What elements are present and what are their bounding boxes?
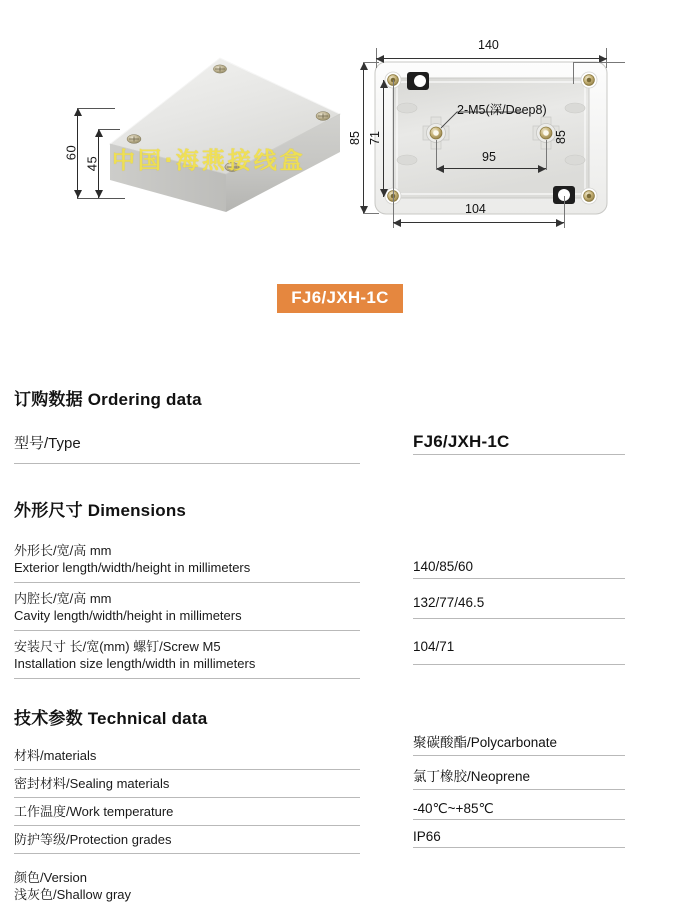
row-sealing-value: 氯丁橡胶/Neoprene bbox=[413, 769, 531, 784]
extension-line-top-60 bbox=[77, 108, 115, 109]
dimension-label-60: 60 bbox=[63, 144, 79, 161]
row-exterior-size bbox=[0, 542, 680, 584]
ext-line-85-bottom bbox=[363, 213, 379, 214]
row-cavity-label-cn: 内腔长/宽/高 mm bbox=[14, 591, 112, 606]
row-type bbox=[0, 432, 680, 468]
dimension-line-104 bbox=[393, 222, 564, 223]
row-exterior-value-cell bbox=[400, 542, 680, 575]
section-title-technical: 技术参数 Technical data bbox=[14, 709, 208, 728]
row-cavity-value-cell bbox=[400, 590, 680, 611]
dimension-line-85-left bbox=[363, 62, 364, 214]
dimension-label-45: 45 bbox=[84, 155, 100, 172]
rule-protection-left bbox=[14, 853, 360, 854]
row-temperature-label-cell bbox=[0, 803, 400, 820]
row-materials-value-cell bbox=[400, 735, 680, 751]
row-protection-label: 防护等级/Protection grades bbox=[14, 832, 172, 847]
row-sealing bbox=[0, 769, 680, 799]
rule-installation-left bbox=[14, 678, 360, 679]
row-sealing-label-cell bbox=[0, 775, 400, 792]
product-photo-area bbox=[0, 0, 345, 265]
rule-protection-right bbox=[413, 847, 625, 848]
row-installation-label-en: Installation size length/width in millimeters bbox=[14, 656, 256, 671]
row-type-label-cell bbox=[0, 432, 400, 453]
ext-line-85-top bbox=[363, 62, 379, 63]
dimension-label-85-left: 85 bbox=[348, 131, 362, 145]
rule-materials-left bbox=[14, 769, 360, 770]
row-installation-value-cell bbox=[400, 638, 680, 655]
rule-exterior-right bbox=[413, 578, 625, 579]
rule-cavity-left bbox=[14, 630, 360, 631]
ext-line-85-right-lead bbox=[573, 62, 625, 63]
rule-sealing-right bbox=[413, 789, 625, 790]
model-badge: FJ6/JXH-1C bbox=[277, 284, 402, 313]
dimension-label-104: 104 bbox=[465, 202, 486, 216]
dimension-line-95 bbox=[436, 168, 546, 169]
row-cavity-size bbox=[0, 590, 680, 632]
row-protection-value-cell bbox=[400, 831, 680, 845]
row-exterior-value: 140/85/60 bbox=[413, 559, 474, 574]
technical-drawing-area bbox=[345, 0, 680, 265]
row-version-label: 颜色/Version bbox=[14, 870, 87, 885]
row-materials-value: 聚碳酸酯/Polycarbonate bbox=[413, 735, 558, 750]
row-materials-label-cell bbox=[0, 747, 400, 764]
row-type-label: 型号/Type bbox=[14, 435, 81, 452]
extension-line-bottom bbox=[77, 198, 125, 199]
row-cavity-label-en: Cavity length/width/height in millimeters bbox=[14, 608, 242, 623]
row-installation-label-cn: 安装尺寸 长/宽(mm) 螺钉/Screw M5 bbox=[14, 639, 221, 654]
ext-line-104-right bbox=[564, 196, 565, 228]
rule-installation-right bbox=[413, 664, 625, 665]
product-photo-image bbox=[108, 52, 343, 212]
row-protection-label-cell bbox=[0, 831, 400, 848]
row-protection-value: IP66 bbox=[413, 829, 441, 844]
rule-temperature-right bbox=[413, 819, 625, 820]
row-installation-label bbox=[14, 638, 400, 672]
dimension-label-140: 140 bbox=[478, 38, 499, 52]
row-protection bbox=[0, 831, 680, 855]
row-cavity-label bbox=[14, 590, 400, 624]
dimension-label-85-right: 85 bbox=[554, 130, 568, 144]
dimension-label-71: 71 bbox=[368, 131, 382, 145]
row-type-value: FJ6/JXH-1C bbox=[413, 432, 510, 451]
row-exterior-label bbox=[14, 542, 400, 576]
ext-line-104-left bbox=[393, 80, 394, 228]
dimension-line-71 bbox=[383, 80, 384, 197]
extension-line-top-45 bbox=[98, 129, 120, 130]
row-temperature-label: 工作温度/Work temperature bbox=[14, 804, 174, 819]
illustration-area bbox=[0, 0, 680, 265]
row-version-value: 浅灰色/Shallow gray bbox=[14, 887, 132, 902]
row-exterior-label-cn: 外形长/宽/高 mm bbox=[14, 543, 112, 558]
section-title-dimensions: 外形尺寸 Dimensions bbox=[14, 501, 187, 520]
rule-type-right bbox=[413, 454, 625, 455]
row-materials-label: 材料/materials bbox=[14, 748, 97, 763]
row-temperature-value: -40℃~+85℃ bbox=[413, 801, 494, 816]
row-exterior-label-en: Exterior length/width/height in millimeters bbox=[14, 560, 251, 575]
row-temperature bbox=[0, 803, 680, 827]
row-exterior-label-cell bbox=[0, 542, 400, 576]
dimension-line-140 bbox=[376, 58, 607, 59]
row-sealing-value-cell bbox=[400, 769, 680, 785]
row-cavity-label-cell bbox=[0, 590, 400, 624]
row-temperature-value-cell bbox=[400, 803, 680, 817]
datasheet-content bbox=[0, 385, 680, 903]
row-installation-size bbox=[0, 638, 680, 680]
row-cavity-value: 132/77/46.5 bbox=[413, 595, 485, 610]
rule-type-left bbox=[14, 463, 360, 464]
row-version-label-cell bbox=[0, 869, 400, 903]
ext-line-85-right-top bbox=[573, 62, 574, 84]
rule-sealing-left bbox=[14, 797, 360, 798]
row-type-value-cell bbox=[400, 432, 680, 452]
model-badge-container bbox=[0, 284, 680, 313]
rule-exterior-left bbox=[14, 582, 360, 583]
ext-line-95-right bbox=[546, 140, 547, 170]
row-installation-value: 104/71 bbox=[413, 639, 455, 654]
thread-callout-label: 2-M5(深/Deep8) bbox=[457, 103, 547, 117]
row-sealing-label: 密封材料/Sealing materials bbox=[14, 776, 170, 791]
ext-line-95-left bbox=[436, 140, 437, 170]
row-version bbox=[0, 869, 680, 903]
row-installation-label-cell bbox=[0, 638, 400, 672]
rule-cavity-right bbox=[413, 618, 625, 619]
dimension-label-95: 95 bbox=[482, 150, 496, 164]
section-title-ordering: 订购数据 Ordering data bbox=[14, 390, 202, 409]
watermark-text: 中国·海燕接线盒 bbox=[112, 148, 306, 174]
rule-temperature-left bbox=[14, 825, 360, 826]
rule-materials-right bbox=[413, 755, 625, 756]
